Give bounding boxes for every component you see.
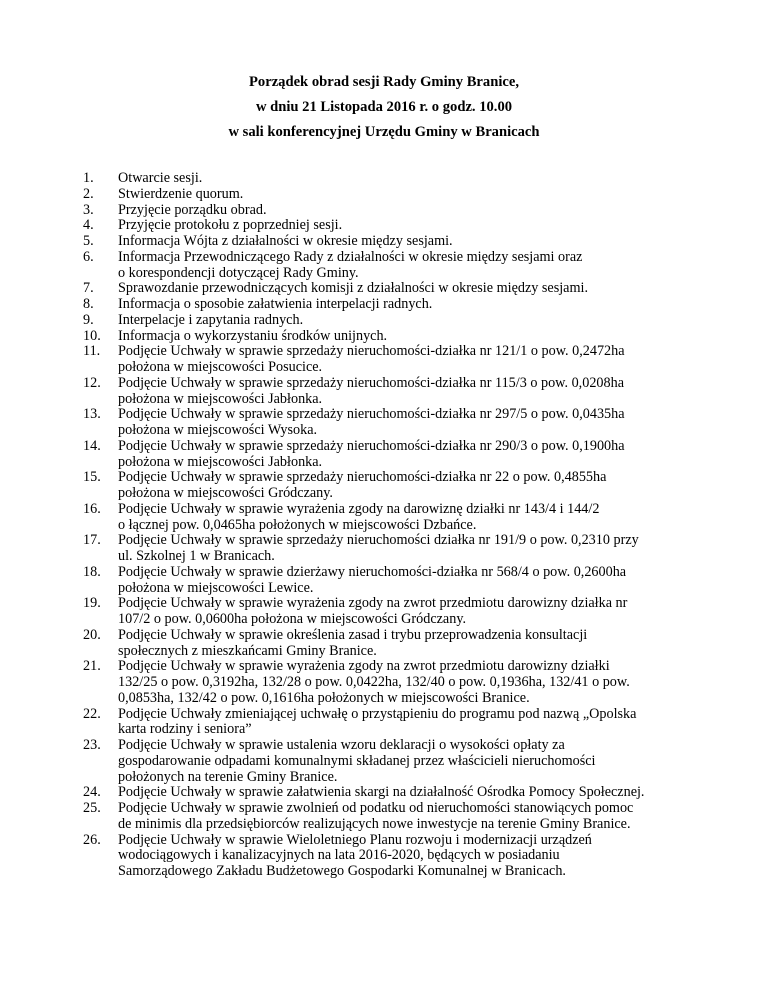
- agenda-item: [83, 234, 733, 250]
- agenda-item-text-line: 0,0853ha, 132/42 o pow. 0,1616ha położonych w miejscowości Branice.: [118, 689, 530, 706]
- agenda-item-text-line: położona w miejscowości Lewice.: [118, 579, 314, 596]
- agenda-item: [83, 344, 733, 376]
- agenda-item: [83, 171, 733, 187]
- agenda-item-text-line: Przyjęcie porządku obrad.: [118, 201, 267, 218]
- agenda-item-text-line: Podjęcie Uchwały w sprawie sprzedaży nieruchomości-działka nr 297/5 o pow. 0,0435ha: [118, 406, 625, 423]
- agenda-item-number: 11.: [83, 343, 101, 360]
- agenda-item-number: 19.: [83, 595, 101, 612]
- agenda-item: [83, 470, 733, 502]
- agenda-item-number: 9.: [83, 311, 94, 328]
- agenda-item-text-line: położona w miejscowości Jabłonka.: [118, 453, 323, 470]
- agenda-item-text-line: Podjęcie Uchwały w sprawie sprzedaży nieruchomości-działka nr 22 o pow. 0,4855ha: [118, 469, 607, 486]
- agenda-item-text-line: Podjęcie Uchwały w sprawie sprzedaży nieruchomości-działka nr 121/1 o pow. 0,2472ha: [118, 343, 625, 360]
- agenda-item-text-line: Podjęcie Uchwały w sprawie wyrażenia zgody na zwrot przedmiotu darowizny działka nr: [118, 595, 628, 612]
- agenda-item-text-line: Interpelacje i zapytania radnych.: [118, 311, 304, 328]
- agenda-item-number: 24.: [83, 784, 101, 801]
- agenda-item: [83, 376, 733, 408]
- agenda-item-text-line: Stwierdzenie quorum.: [118, 185, 244, 202]
- agenda-item-number: 7.: [83, 280, 94, 297]
- agenda-item: [83, 596, 733, 628]
- agenda-item: [83, 565, 733, 597]
- agenda-item-number: 20.: [83, 626, 101, 643]
- agenda-item-number: 10.: [83, 327, 101, 344]
- agenda-item-number: 3.: [83, 201, 94, 218]
- agenda-item-text-line: o korespondencji dotyczącej Rady Gminy.: [118, 264, 359, 281]
- agenda-item-text-line: 132/25 o pow. 0,3192ha, 132/28 o pow. 0,0422ha, 132/40 o pow. 0,1936ha, 132/41 o pow.: [118, 674, 630, 690]
- agenda-item: [83, 801, 733, 833]
- heading-line-3: w sali konferencyjnej Urzędu Gminy w Branicach: [228, 124, 540, 140]
- agenda-item: [83, 502, 733, 534]
- agenda-item: [83, 833, 733, 880]
- agenda-item-text-line: de minimis dla przedsiębiorców realizujących nowe inwestycje na terenie Gminy Branice.: [118, 815, 631, 832]
- agenda-item-number: 18.: [83, 563, 101, 580]
- agenda-item: [83, 785, 733, 801]
- agenda-item-text-line: położona w miejscowości Posucice.: [118, 359, 323, 375]
- agenda-item-number: 15.: [83, 469, 101, 486]
- agenda-item-text-line: Podjęcie Uchwały w sprawie sprzedaży nieruchomości-działka nr 115/3 o pow. 0,0208ha: [118, 374, 624, 391]
- agenda-item-text-line: ul. Szkolnej 1 w Branicach.: [118, 548, 275, 564]
- agenda-item-number: 12.: [83, 374, 101, 391]
- agenda-item: [83, 407, 733, 439]
- agenda-item-text-line: społecznych z mieszkańcami Gminy Branice.: [118, 642, 377, 659]
- agenda-item: [83, 250, 733, 282]
- agenda-item: [83, 628, 733, 660]
- agenda-item: [83, 203, 733, 219]
- agenda-item-text-line: Podjęcie Uchwały w sprawie dzierżawy nieruchomości-działka nr 568/4 o pow. 0,2600ha: [118, 563, 627, 580]
- agenda-item-text-line: Przyjęcie protokołu z poprzedniej sesji.: [118, 217, 343, 234]
- agenda-item-text-line: Podjęcie Uchwały w sprawie wyrażenia zgody na darowiznę działki nr 143/4 i 144/2: [118, 500, 600, 517]
- agenda-item-text-line: o łącznej pow. 0,0465ha położonych w miejscowości Dzbańce.: [118, 516, 477, 533]
- agenda-item-number: 13.: [83, 406, 101, 423]
- agenda-item-text-line: Podjęcie Uchwały w sprawie sprzedaży nieruchomości działka nr 191/9 o pow. 0,2310 przy: [118, 532, 639, 549]
- agenda-item-text-line: Podjęcie Uchwały w sprawie określenia zasad i trybu przeprowadzenia konsultacji: [118, 626, 588, 643]
- agenda-item-number: 14.: [83, 437, 101, 454]
- agenda-item-text-line: Informacja Wójta z działalności w okresie między sesjami.: [118, 233, 453, 249]
- agenda-item-text-line: Podjęcie Uchwały w sprawie Wieloletniego Planu rozwoju i modernizacji urządzeń: [118, 831, 592, 848]
- agenda-item-text-line: położona w miejscowości Jabłonka.: [118, 390, 323, 407]
- agenda-item-number: 6.: [83, 248, 94, 265]
- agenda-item-text-line: Sprawozdanie przewodniczących komisji z działalności w okresie między sesjami.: [118, 280, 588, 297]
- agenda-item: [83, 313, 733, 329]
- agenda-item-text-line: Informacja o wykorzystaniu środków unijnych.: [118, 327, 388, 344]
- agenda-item-text-line: Informacja Przewodniczącego Rady z działalności w okresie między sesjami oraz: [118, 248, 583, 265]
- agenda-item: [83, 218, 733, 234]
- agenda-item-text-line: Podjęcie Uchwały w sprawie zwolnień od podatku od nieruchomości stanowiących pomoc: [118, 800, 634, 816]
- agenda-item-text-line: karta rodziny i seniora”: [118, 721, 252, 738]
- agenda-item-text-line: Podjęcie Uchwały zmieniającej uchwałę o przystąpieniu do programu pod nazwą „Opolska: [118, 705, 637, 722]
- agenda-item-text-line: położonych na terenie Gminy Branice.: [118, 768, 338, 785]
- agenda-item-text-line: położona w miejscowości Gródczany.: [118, 485, 333, 501]
- agenda-item-text-line: Podjęcie Uchwały w sprawie wyrażenia zgody na zwrot przedmiotu darowizny działki: [118, 658, 610, 675]
- agenda-item-text-line: 107/2 o pow. 0,0600ha położona w miejscowości Gródczany.: [118, 611, 467, 627]
- agenda-item-number: 25.: [83, 800, 101, 816]
- agenda-item-number: 26.: [83, 831, 101, 848]
- agenda-list: [83, 171, 733, 880]
- agenda-item-text-line: Podjęcie Uchwały w sprawie ustalenia wzoru deklaracji o wysokości opłaty za: [118, 737, 565, 753]
- agenda-item: [83, 281, 733, 297]
- agenda-item-text-line: gospodarowanie odpadami komunalnymi składanej przez właścicieli nieruchomości: [118, 752, 596, 769]
- heading-line-1: Porządek obrad sesji Rady Gminy Branice,: [249, 74, 519, 90]
- agenda-item: [83, 439, 733, 471]
- agenda-item-text-line: Podjęcie Uchwały w sprawie załatwienia skargi na działalność Ośrodka Pomocy Społecznej.: [118, 784, 645, 801]
- document-heading: [0, 70, 768, 145]
- heading-line-2: w dniu 21 Listopada 2016 r. o godz. 10.00: [255, 99, 513, 115]
- agenda-item-number: 23.: [83, 737, 101, 753]
- agenda-item-number: 4.: [83, 217, 94, 234]
- agenda-item-number: 16.: [83, 500, 101, 517]
- agenda-item-text-line: wodociągowych i kanalizacyjnych na lata 2016-2020, będących w posiadaniu: [118, 847, 560, 864]
- agenda-item-text-line: Informacja o sposobie załatwienia interpelacji radnych.: [118, 296, 433, 312]
- agenda-item: [83, 329, 733, 345]
- agenda-item-text-line: Podjęcie Uchwały w sprawie sprzedaży nieruchomości-działka nr 290/3 o pow. 0,1900ha: [118, 437, 625, 454]
- agenda-item-number: 1.: [83, 170, 94, 186]
- agenda-item-number: 2.: [83, 185, 94, 202]
- agenda-item: [83, 533, 733, 565]
- agenda-item-text-line: położona w miejscowości Wysoka.: [118, 422, 318, 438]
- agenda-item-number: 8.: [83, 296, 94, 312]
- agenda-item-number: 22.: [83, 705, 101, 722]
- agenda-item: [83, 707, 733, 739]
- agenda-item: [83, 738, 733, 785]
- agenda-item-number: 21.: [83, 658, 101, 675]
- agenda-item-text-line: Samorządowego Zakładu Budżetowego Gospodarki Komunalnej w Branicach.: [118, 863, 566, 879]
- agenda-item: [83, 659, 733, 706]
- agenda-item-number: 17.: [83, 532, 101, 549]
- agenda-item-number: 5.: [83, 233, 94, 249]
- agenda-item: [83, 187, 733, 203]
- agenda-item: [83, 297, 733, 313]
- agenda-item-text-line: Otwarcie sesji.: [118, 170, 203, 186]
